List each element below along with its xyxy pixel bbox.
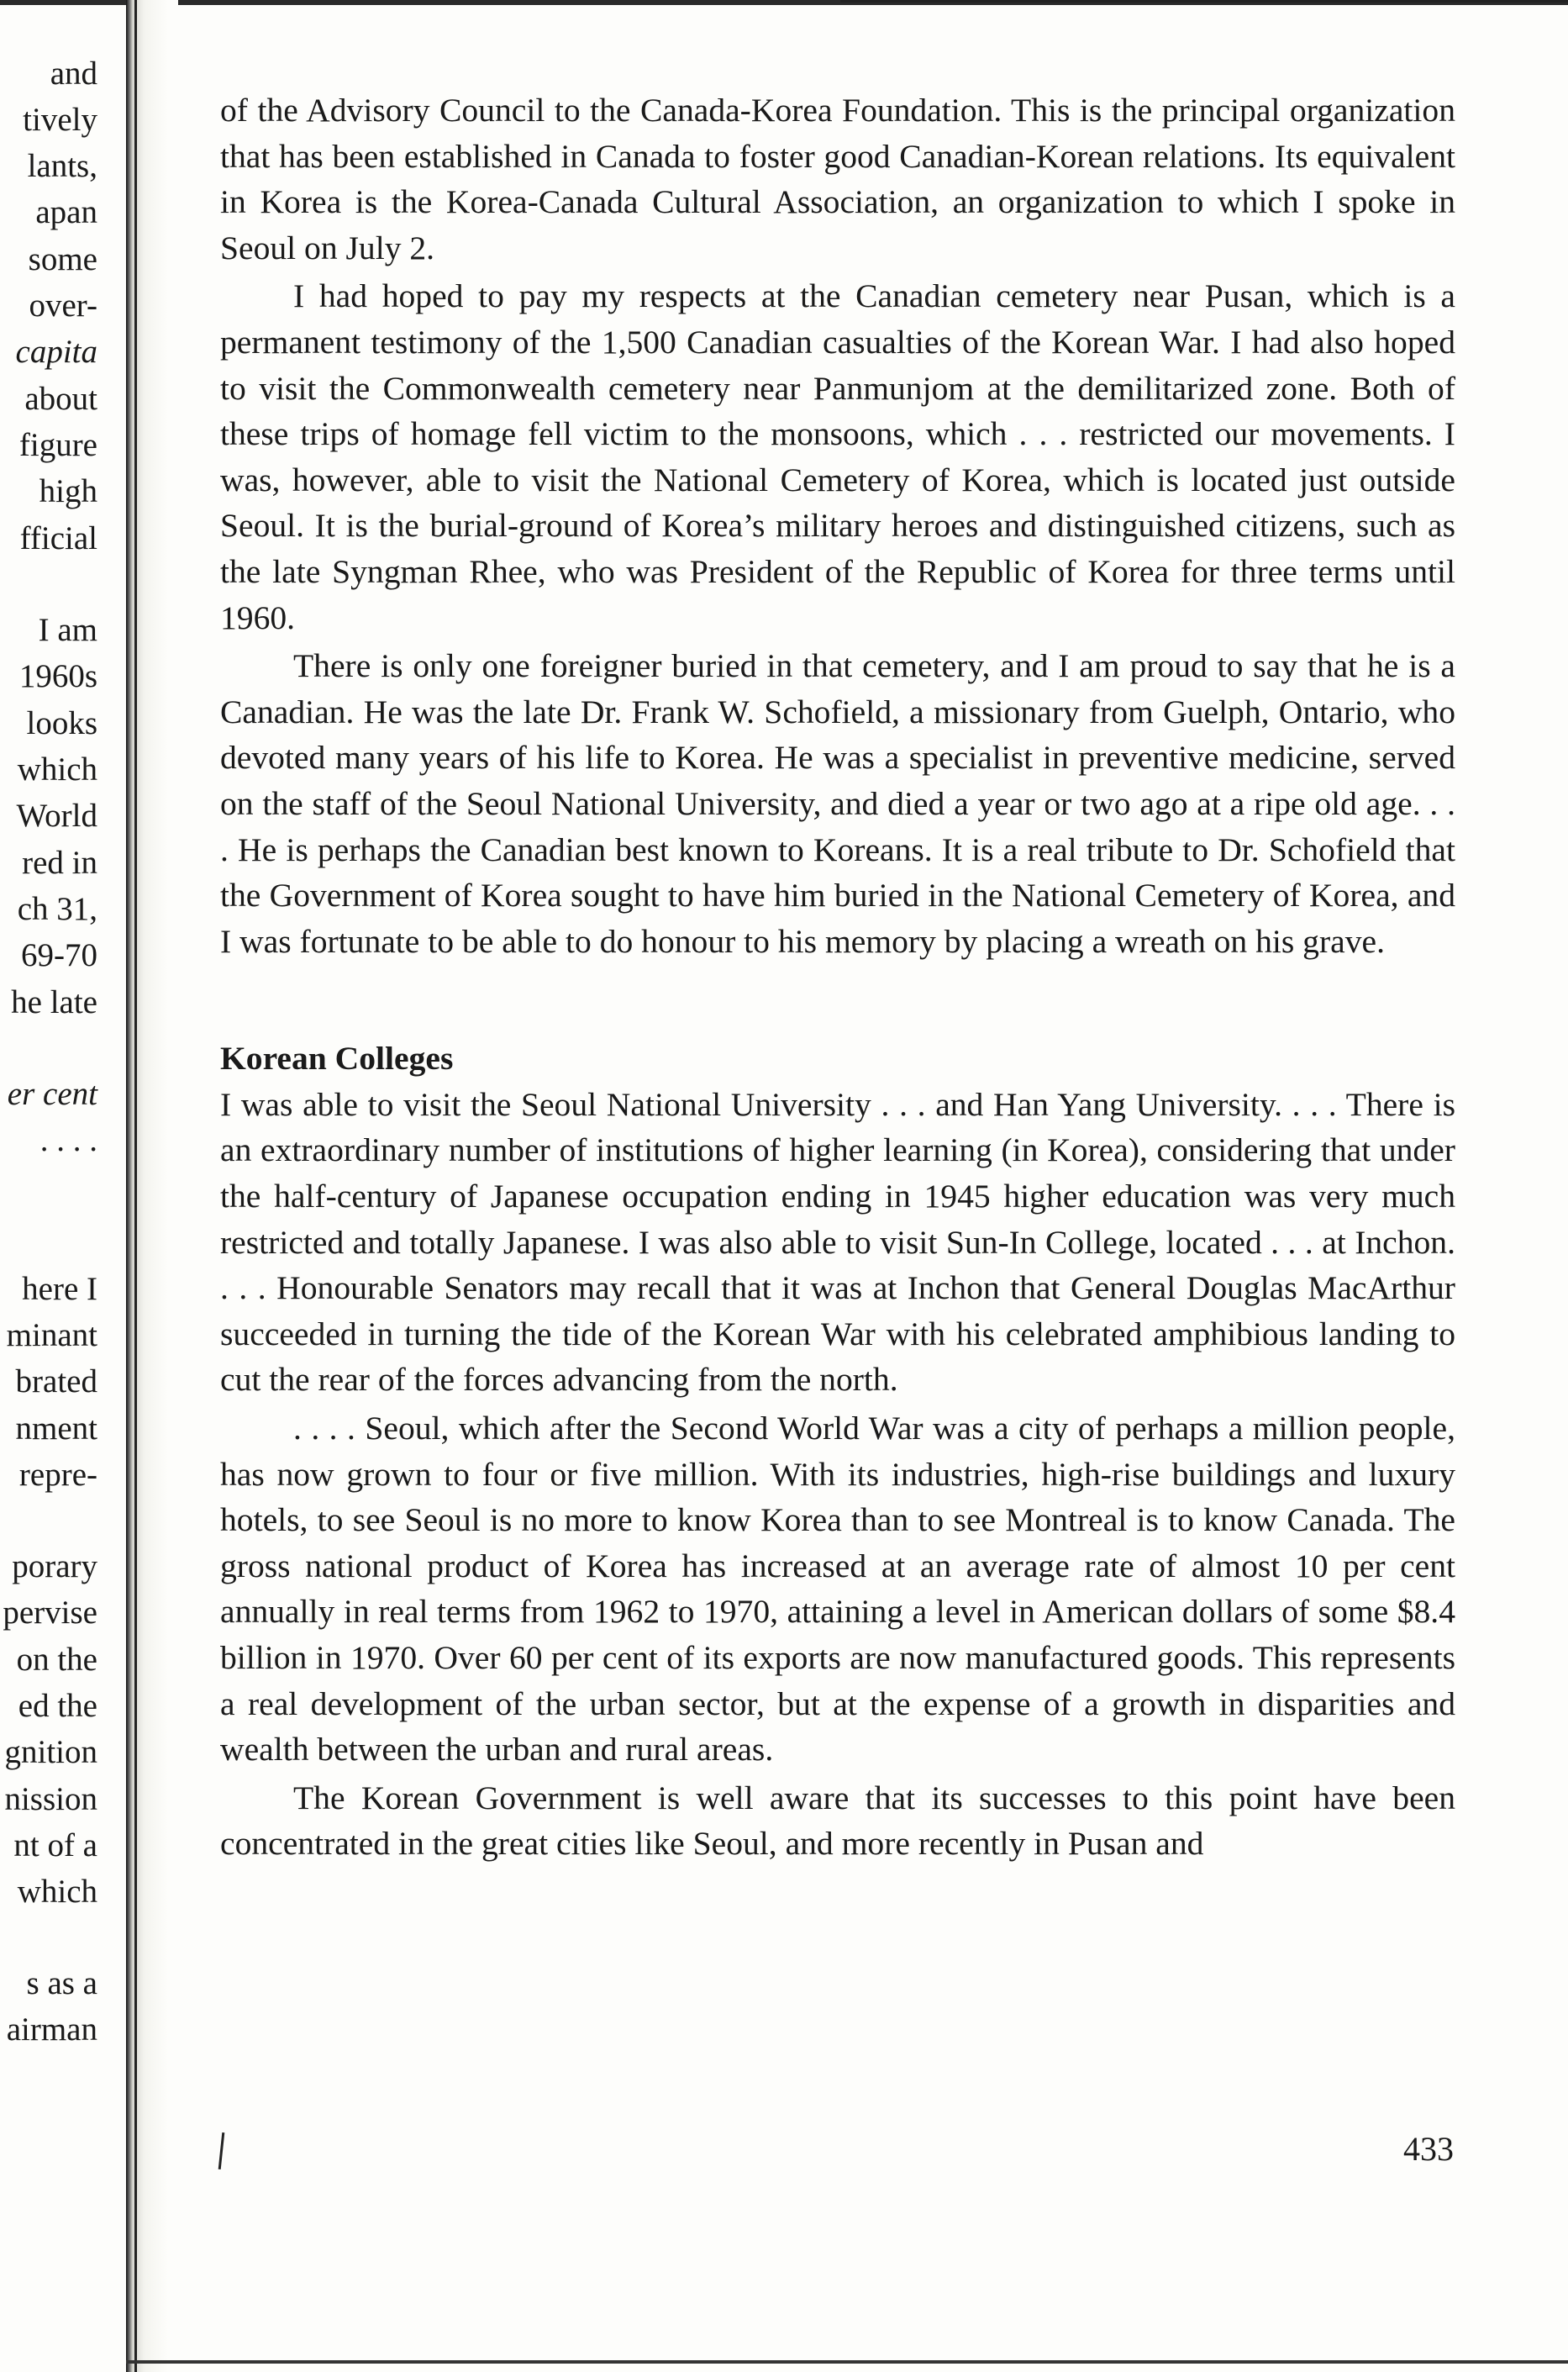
paragraph-universities: I was able to visit the Seoul National University . . . and Han Yang University. . . . There is an extraordinary number of institutions of higher learning (in Korea), considering that under the half-century of Japanese occupation ending in 1945 higher education was very much restricted and totally Japanese. I was also able to visit Sun-In College, located . . . at Inchon. . . . Honourable Senators may recall that it was at Inchon that General Douglas MacArthur succeeded in turning the tide of the Korean War with his celebrated amphibious landing to cut the rear of the forces advancing from the north.: [220, 1085, 1455, 1399]
left-page-line: nment: [15, 1410, 97, 1447]
paragraph-canadian-cemetery: I had hoped to pay my respects at the Canadian cemetery near Pusan, which is a permanent testimony of the 1,500 Canadian casualties of the Korean War. I had also hoped to visit the Commonwealth cemetery near Panmunjom at the demilitarized zone. Both of these trips of homage fell victim to the monsoons, which . . . restricted our movements. I was, however, able to visit the National Cemetery of Korea, which is located just outside Seoul. It is the burial-ground of Korea’s military heroes and distinguished citizens, such as the late Syngman Rhee, who was President of the Republic of Korea for three terms until 1960.: [220, 277, 1455, 636]
paragraph-dr-schofield: There is only one foreigner buried in that cemetery, and I am proud to say that he is a Canadian. He was the late Dr. Frank W. Schofield, a missionary from Guelph, Ontario, who devoted many years of his life to Korea. He was a specialist in preventive medicine, served on the staff of the Seoul National University, and died a year or two ago at a ripe old age. . . . He is perhaps the Canadian best known to Koreans. It is a real tribute to Dr. Schofield that the Government of Korea sought to have him buried in the National Cemetery of Korea, and I was fortunate to be able to do honour to his memory by placing a wreath on his grave.: [220, 647, 1455, 960]
left-page-line: I am: [38, 612, 97, 648]
left-page-line: he late: [11, 984, 97, 1020]
left-page-line: which: [17, 751, 97, 788]
left-page-line: repre-: [18, 1457, 97, 1493]
left-page-line: over-: [29, 287, 97, 324]
page-number: 433: [1403, 2130, 1454, 2168]
paragraph-korean-government: The Korean Government is well aware that its successes to this point have been concentrated in the great cities like Seoul, and more recently in Pusan and: [220, 1779, 1455, 1863]
left-page-fragment: [0, 0, 126, 2372]
paragraph-advisory-council: of the Advisory Council to the Canada-Korea Foundation. This is the principal organization that has been established in Canada to foster good Canadian-Korean relations. Its equivalent in Korea is the Korea-Canada Cultural Association, an organization to which I spoke in Seoul on July 2.: [220, 92, 1455, 266]
margin-pencil-mark: [218, 2132, 225, 2169]
left-page-line: fficial: [19, 520, 97, 556]
main-text-column: [220, 87, 1455, 1867]
left-page-line: nission: [4, 1781, 97, 1817]
left-page-line: on the: [16, 1642, 97, 1678]
left-page-line: minant: [6, 1317, 97, 1353]
left-page-line: about: [24, 381, 97, 417]
left-page-line: . . . .: [39, 1122, 97, 1158]
left-page-line: and: [50, 55, 97, 92]
left-page-line: tively: [23, 102, 97, 138]
left-page-line: apan: [35, 194, 97, 230]
left-page-line: gnition: [4, 1734, 97, 1770]
left-page-line: airman: [6, 2011, 97, 2048]
left-page-line: looks: [26, 705, 97, 741]
left-page-line: er cent: [7, 1076, 97, 1112]
left-page-line: high: [39, 473, 97, 509]
paragraph-seoul-economy: . . . . Seoul, which after the Second World War was a city of perhaps a million people, has now grown to four or five million. With its industries, high-rise buildings and luxury hotels, to see Seoul is no more to know Korea than to see Montreal is to know Canada. The gross national product of Korea has increased at an average rate of almost 10 per cent annually in real terms from 1962 to 1970, attaining a level in American dollars of some $8.4 billion in 1970. Over 60 per cent of its exports are now manufactured goods. This represents a real development of the urban sector, but at the expense of a growth in disparities and wealth between the urban and rural areas.: [220, 1410, 1455, 1768]
left-page-line: 1960s: [18, 658, 97, 694]
left-page-line: here I: [22, 1271, 97, 1307]
left-page-line: nt of a: [13, 1827, 97, 1863]
left-page-line: some: [28, 241, 97, 277]
left-page-line: World: [16, 798, 97, 834]
left-page-line: s as a: [26, 1965, 97, 2001]
left-page-line: figure: [18, 427, 97, 463]
left-page-line: brated: [15, 1363, 97, 1399]
left-page-line: lants,: [27, 148, 97, 184]
top-edge-rule-right: [840, 0, 1568, 3]
left-page-line: which: [17, 1874, 97, 1910]
left-page-line: ch 31,: [17, 891, 97, 927]
left-page-line: 69-70: [21, 937, 97, 973]
left-page-line: porary: [12, 1548, 97, 1584]
left-page-line: capita: [15, 334, 97, 370]
left-page-line: pervise: [3, 1595, 97, 1631]
bottom-edge-rule: [126, 2360, 1568, 2364]
left-page-line: ed the: [18, 1688, 97, 1724]
binding-edge-line: [134, 0, 137, 2372]
section-heading-korean-colleges: Korean Colleges: [220, 1040, 454, 1078]
left-page-line: red in: [22, 845, 97, 881]
